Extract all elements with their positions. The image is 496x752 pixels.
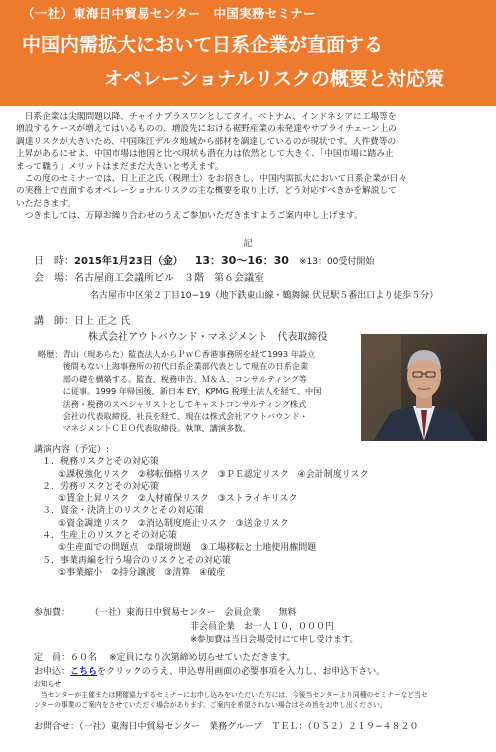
contents-items: ①事業縮小 ②持分譲渡 ③清算 ④破産 (58, 567, 226, 578)
apply-link[interactable]: こちら (70, 667, 98, 677)
bio-line: 部の礎を構築する。監査、税務申告、Ｍ＆Ａ、コンサルティング等 (38, 373, 307, 384)
fee-label: 参加費： (34, 608, 71, 618)
bio-line: 略歴：青山（現あらた）監査法人からＰｗＣ香港事務所を経て1993 年設立 (38, 349, 316, 359)
datetime-row (34, 252, 374, 268)
bio-line: に従事。1999 年帰国後、新日本 EY、KPMG 税理士法人を経て、中国 (38, 386, 322, 397)
intro-line: 増設するケースが増えてはいるものの、増設先における裾野産業の未発達やサプライチェーン上の (16, 124, 397, 135)
intro-line: 日系企業は尖閣問題以降、チャイナプラスワンとしてタイ、ベトナム、インドネシアに工場等を (16, 112, 397, 122)
intro-line: 上昇があるにせよ、中国市場は他国と比べ現状も潜在力は依然として大きく、「中国市場に踏み止 (16, 149, 394, 160)
notice-line: 当センターが主催または開催協力するセミナーにお申し込みをいただいた方には、今後当センターより同種のセミナーなど当セ (34, 691, 428, 699)
contents-section: ４．生産上のリスクとその対応策 (42, 531, 177, 542)
capacity-note: ※定員になり次第締め切らせていただきます。 (109, 653, 296, 663)
contents-items: ①課税強化リスク ②移転価格リスク ③ＰＥ認定リスク ④会計制度リスク (58, 469, 369, 480)
notice-heading: お知らせ (34, 680, 61, 688)
bio-line: マネジメントＣＥＯ代表取締役。執筆、講演多数。 (38, 423, 251, 434)
reception-note: ※13：00受付開始 (298, 257, 375, 267)
contents-section: ２．労務リスクとその対応策 (42, 481, 159, 492)
datetime-label: 日 時： (34, 256, 74, 267)
fee-members: （一社）東海日中貿易センター 会員企業 無料 (90, 608, 297, 618)
apply-text: をクリックのうえ、申込専用画面の必要事項を入力し、お申込下さい。 (97, 667, 386, 677)
intro-line: 調達リスクが大きいため、中国珠江デルタ地域から部材を調達しているのが現状です。人件費等の (16, 136, 397, 147)
banner-title-line1: 中国内需拡大において日系企業が直面する (22, 34, 384, 56)
apply-row (34, 664, 385, 677)
contents-items: ①賃金上昇リスク ②人材確保リスク ③ストライキリスク (58, 494, 298, 505)
contact-label: お問合せ： (34, 722, 80, 732)
capacity-value: ６０名 (70, 653, 98, 663)
intro-line: この度のセミナーでは、日上正之氏（税理士）をお招きし、中国内需拡大において日系企業が日々 (16, 174, 407, 185)
contact-text: （一社）東海日中貿易センター 業務グループ ＴＥＬ：（０５２）２１９−４８２０ (79, 722, 419, 732)
fee-row (34, 605, 297, 618)
venue-row (34, 269, 264, 284)
speaker-company: 株式会社アウトバウンド・マネジメント 代表取締役 (88, 332, 328, 343)
banner-subtitle: （一社）東海日中貿易センター 中国実務セミナー (22, 6, 316, 21)
venue-label: 会 場： (34, 273, 74, 284)
bio-line: 法務・税務のスペシャリストとしてキャストコンサルティング株式 (38, 398, 307, 409)
contents-items: ①生産面での問題点 ②環境問題 ③工場移転と土地使用権問題 (58, 543, 317, 554)
contents-section: ３．資金・決済上のリスクとその対応策 (42, 506, 204, 517)
intro-text (16, 111, 482, 223)
event-date: 2015年1月23日（金） (74, 256, 183, 267)
banner-title-line2: オペレーショナルリスクの概要と対応策 (104, 68, 444, 90)
speaker-name: 日上 正之 氏 (74, 316, 131, 327)
contents-items: ①資金調達リスク ②消込制度廃止リスク ③送金リスク (58, 518, 289, 529)
contents-heading: 講演内容（予定）: (34, 445, 110, 455)
fee-nonmembers: 非会員企業 お一人１０，０００円 (190, 622, 335, 632)
title-banner (0, 0, 496, 106)
ki-mark: 記 (243, 239, 253, 249)
event-time: 13：30〜16：30 (194, 254, 289, 267)
capacity-row (34, 650, 296, 663)
intro-line: つきましては、万障お繰り合わせのうえご参加いただきますようご案内申し上げます。 (16, 211, 363, 222)
contents-section: ５．事業再編を行う場合のリスクとその対応策 (42, 555, 231, 566)
speaker-row (34, 312, 130, 327)
bio-line: 会社の代表取締役、社長を経て、現在は株式会社アウトバウンド・ (38, 411, 308, 422)
apply-label: お申込： (34, 667, 71, 677)
speaker-photo (361, 334, 487, 441)
fee-note: ※参加費は当日会場受付にて申し受けます。 (190, 635, 358, 645)
intro-line: いただきます。 (16, 198, 77, 209)
venue-address: 名古屋市中区栄２丁目10−19（地下鉄東山線・鶴舞線 伏見駅５番出口より徒歩５分） (90, 291, 439, 301)
intro-line: まって職う」メリットはまだまだ大きいと考えます。 (16, 161, 224, 172)
venue-name: 名古屋商工会議所ビル ３階 第６会議室 (74, 273, 264, 284)
contents-section: １．税務リスクとその対応策 (42, 457, 159, 468)
speaker-label: 講 師： (34, 316, 74, 327)
contact-row (34, 719, 418, 732)
lecture-contents (34, 444, 474, 579)
capacity-label: 定 員： (34, 653, 71, 663)
intro-line: の実務上で直面するオペレーショナルリスクの主な概要を取り上げ、どう対応すべきかを解説して (16, 186, 397, 197)
notice-line: ンターの事業のご案内をさせていただく場合があります。ご案内を希望されない場合はその旨をお申し出ください。 (34, 701, 387, 709)
bio-line: 後間もない上海事務所の初代日系企業部代表として現在の日系企業 (38, 361, 309, 372)
speaker-bio (38, 348, 330, 435)
